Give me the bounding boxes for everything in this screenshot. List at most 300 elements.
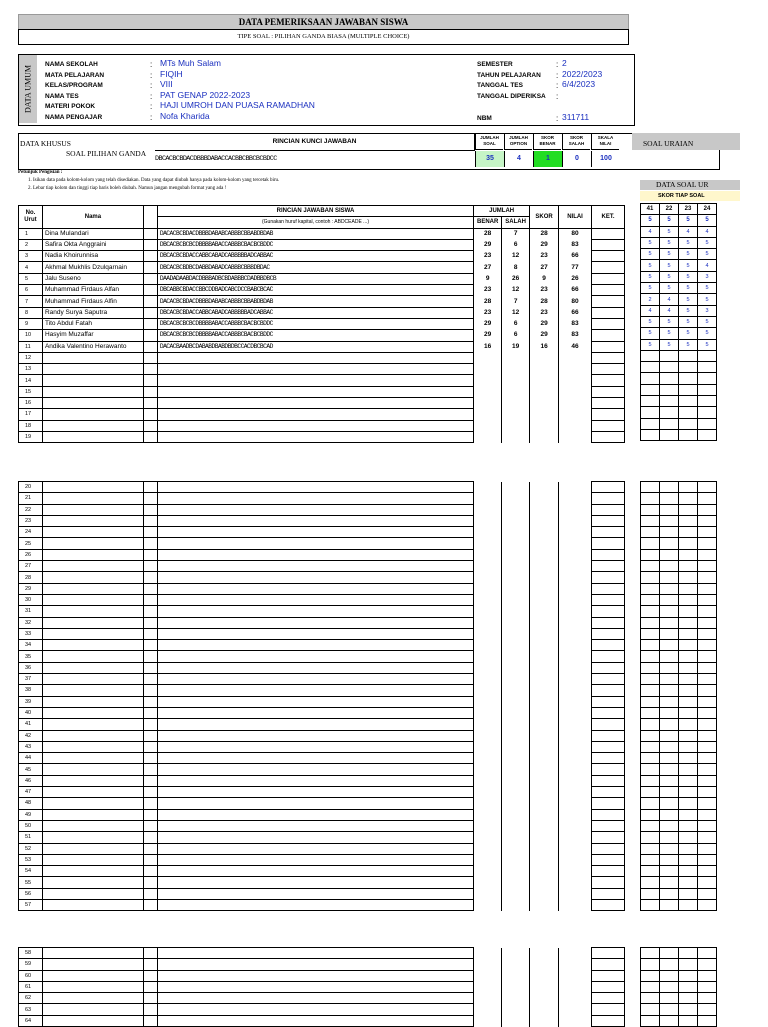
student-answers[interactable]: DBCACBCBCBCDBBBBABACCABBBCBACBCBDDC bbox=[157, 318, 473, 329]
note[interactable] bbox=[592, 741, 625, 752]
student-answers[interactable] bbox=[157, 854, 473, 865]
essay-score-cell[interactable] bbox=[660, 396, 679, 407]
essay-score-cell[interactable] bbox=[641, 707, 660, 718]
note[interactable] bbox=[592, 854, 625, 865]
essay-score-cell[interactable]: 5 bbox=[641, 316, 660, 327]
essay-score-cell[interactable] bbox=[660, 384, 679, 395]
essay-score-cell[interactable] bbox=[698, 561, 717, 572]
student-name[interactable] bbox=[42, 993, 143, 1004]
essay-score-cell[interactable]: 5 bbox=[660, 226, 679, 237]
student-name[interactable] bbox=[42, 549, 143, 560]
essay-score-cell[interactable] bbox=[698, 674, 717, 685]
essay-score-cell[interactable] bbox=[660, 527, 679, 538]
essay-score-cell[interactable] bbox=[641, 493, 660, 504]
note[interactable] bbox=[592, 318, 625, 329]
essay-score-cell[interactable]: 4 bbox=[679, 226, 698, 237]
general-field-value[interactable]: 2 bbox=[562, 58, 567, 68]
general-field-value[interactable]: 2022/2023 bbox=[562, 68, 603, 79]
note[interactable] bbox=[592, 970, 625, 981]
note[interactable] bbox=[592, 617, 625, 628]
essay-score-cell[interactable] bbox=[679, 775, 698, 786]
essay-score-cell[interactable] bbox=[698, 787, 717, 798]
essay-max-score[interactable]: 5 bbox=[660, 215, 679, 226]
note[interactable] bbox=[592, 273, 625, 284]
note[interactable] bbox=[592, 482, 625, 493]
essay-score-cell[interactable]: 5 bbox=[641, 260, 660, 271]
essay-score-cell[interactable] bbox=[679, 959, 698, 970]
essay-score-cell[interactable] bbox=[660, 662, 679, 673]
note[interactable] bbox=[592, 515, 625, 526]
note[interactable] bbox=[592, 594, 625, 605]
essay-score-cell[interactable] bbox=[679, 730, 698, 741]
essay-score-cell[interactable]: 5 bbox=[698, 283, 717, 294]
essay-score-cell[interactable] bbox=[679, 572, 698, 583]
essay-score-cell[interactable]: 4 bbox=[660, 294, 679, 305]
essay-score-cell[interactable] bbox=[698, 981, 717, 992]
essay-score-cell[interactable] bbox=[641, 854, 660, 865]
essay-score-cell[interactable]: 4 bbox=[698, 260, 717, 271]
essay-score-cell[interactable]: 5 bbox=[641, 237, 660, 248]
essay-score-cell[interactable] bbox=[698, 843, 717, 854]
student-name[interactable]: Jalu Suseno bbox=[42, 273, 143, 284]
essay-score-cell[interactable]: 5 bbox=[679, 260, 698, 271]
note[interactable] bbox=[592, 409, 625, 420]
student-name[interactable] bbox=[42, 685, 143, 696]
student-name[interactable] bbox=[42, 820, 143, 831]
essay-score-cell[interactable] bbox=[660, 606, 679, 617]
student-answers[interactable] bbox=[157, 753, 473, 764]
general-field-value[interactable]: VIII bbox=[160, 79, 173, 89]
essay-score-cell[interactable] bbox=[641, 606, 660, 617]
essay-score-cell[interactable] bbox=[679, 719, 698, 730]
student-name[interactable] bbox=[42, 707, 143, 718]
student-name[interactable] bbox=[42, 787, 143, 798]
essay-score-cell[interactable] bbox=[660, 753, 679, 764]
student-name[interactable] bbox=[42, 730, 143, 741]
essay-score-cell[interactable] bbox=[679, 362, 698, 373]
essay-score-cell[interactable] bbox=[679, 674, 698, 685]
essay-score-cell[interactable]: 5 bbox=[679, 328, 698, 339]
general-field-value[interactable]: Nofa Kharida bbox=[160, 110, 210, 121]
note[interactable] bbox=[592, 561, 625, 572]
note[interactable] bbox=[592, 352, 625, 363]
essay-score-cell[interactable] bbox=[698, 407, 717, 418]
essay-score-cell[interactable] bbox=[698, 877, 717, 888]
student-name[interactable] bbox=[42, 981, 143, 992]
essay-score-cell[interactable] bbox=[641, 719, 660, 730]
essay-score-cell[interactable] bbox=[660, 832, 679, 843]
essay-score-cell[interactable] bbox=[641, 970, 660, 981]
essay-score-cell[interactable] bbox=[641, 866, 660, 877]
student-name[interactable] bbox=[42, 606, 143, 617]
note[interactable] bbox=[592, 888, 625, 899]
essay-score-cell[interactable]: 5 bbox=[660, 328, 679, 339]
essay-score-cell[interactable] bbox=[698, 775, 717, 786]
note[interactable] bbox=[592, 549, 625, 560]
essay-score-cell[interactable] bbox=[698, 504, 717, 515]
essay-score-cell[interactable] bbox=[660, 1004, 679, 1015]
essay-score-cell[interactable] bbox=[641, 993, 660, 1004]
student-name[interactable] bbox=[42, 628, 143, 639]
essay-score-cell[interactable] bbox=[698, 429, 717, 440]
essay-score-cell[interactable] bbox=[679, 888, 698, 899]
student-answers[interactable] bbox=[157, 959, 473, 970]
student-answers[interactable] bbox=[157, 866, 473, 877]
student-name[interactable] bbox=[42, 877, 143, 888]
essay-score-cell[interactable] bbox=[641, 843, 660, 854]
essay-score-cell[interactable] bbox=[641, 696, 660, 707]
essay-score-cell[interactable] bbox=[679, 640, 698, 651]
essay-score-cell[interactable] bbox=[698, 959, 717, 970]
student-name[interactable] bbox=[42, 899, 143, 910]
essay-score-cell[interactable] bbox=[679, 538, 698, 549]
student-answers[interactable]: DBCACBCBCBCDBBBBABACCABBBCBACBCBDDC bbox=[157, 330, 473, 341]
essay-score-cell[interactable] bbox=[679, 594, 698, 605]
student-answers[interactable] bbox=[157, 775, 473, 786]
essay-score-cell[interactable] bbox=[679, 482, 698, 493]
essay-score-cell[interactable] bbox=[660, 888, 679, 899]
essay-score-cell[interactable] bbox=[660, 549, 679, 560]
student-name[interactable] bbox=[42, 364, 143, 375]
general-field-value[interactable]: 311711 bbox=[562, 112, 590, 122]
note[interactable] bbox=[592, 948, 625, 959]
student-answers[interactable] bbox=[157, 504, 473, 515]
essay-score-cell[interactable] bbox=[679, 866, 698, 877]
student-name[interactable] bbox=[42, 854, 143, 865]
note[interactable] bbox=[592, 606, 625, 617]
student-name[interactable] bbox=[42, 970, 143, 981]
essay-score-cell[interactable] bbox=[698, 854, 717, 865]
essay-score-cell[interactable]: 3 bbox=[698, 305, 717, 316]
essay-score-cell[interactable] bbox=[641, 515, 660, 526]
essay-score-cell[interactable] bbox=[679, 583, 698, 594]
essay-score-cell[interactable] bbox=[698, 798, 717, 809]
student-name[interactable]: Nadia Khoirunnisa bbox=[42, 251, 143, 262]
essay-score-cell[interactable] bbox=[641, 482, 660, 493]
student-answers[interactable] bbox=[157, 888, 473, 899]
note[interactable] bbox=[592, 1004, 625, 1015]
essay-score-cell[interactable] bbox=[660, 515, 679, 526]
essay-score-cell[interactable] bbox=[698, 741, 717, 752]
student-answers[interactable] bbox=[157, 594, 473, 605]
essay-score-cell[interactable] bbox=[660, 798, 679, 809]
student-answers[interactable] bbox=[157, 572, 473, 583]
essay-score-cell[interactable] bbox=[679, 628, 698, 639]
student-name[interactable] bbox=[42, 386, 143, 397]
note[interactable] bbox=[592, 386, 625, 397]
essay-score-cell[interactable] bbox=[679, 606, 698, 617]
student-name[interactable] bbox=[42, 375, 143, 386]
essay-score-cell[interactable] bbox=[679, 1015, 698, 1026]
note[interactable] bbox=[592, 583, 625, 594]
student-answers[interactable] bbox=[157, 741, 473, 752]
essay-score-cell[interactable] bbox=[660, 877, 679, 888]
essay-score-cell[interactable] bbox=[641, 572, 660, 583]
essay-score-cell[interactable] bbox=[679, 527, 698, 538]
essay-score-cell[interactable]: 2 bbox=[641, 294, 660, 305]
essay-score-cell[interactable] bbox=[698, 396, 717, 407]
essay-score-cell[interactable] bbox=[641, 764, 660, 775]
essay-score-cell[interactable] bbox=[641, 429, 660, 440]
student-name[interactable] bbox=[42, 888, 143, 899]
essay-score-cell[interactable] bbox=[641, 662, 660, 673]
essay-score-cell[interactable] bbox=[660, 764, 679, 775]
essay-score-cell[interactable] bbox=[641, 504, 660, 515]
student-answers[interactable] bbox=[157, 431, 473, 442]
essay-score-cell[interactable] bbox=[641, 549, 660, 560]
student-answers[interactable] bbox=[157, 843, 473, 854]
essay-score-cell[interactable] bbox=[698, 753, 717, 764]
key-stat-value[interactable]: 4 bbox=[504, 151, 533, 167]
essay-score-cell[interactable]: 5 bbox=[679, 305, 698, 316]
essay-score-cell[interactable]: 5 bbox=[698, 316, 717, 327]
essay-score-cell[interactable] bbox=[679, 707, 698, 718]
student-answers[interactable] bbox=[157, 707, 473, 718]
note[interactable] bbox=[592, 431, 625, 442]
essay-score-cell[interactable] bbox=[641, 561, 660, 572]
essay-score-cell[interactable] bbox=[679, 696, 698, 707]
note[interactable] bbox=[592, 527, 625, 538]
general-field-value[interactable]: PAT GENAP 2022-2023 bbox=[160, 89, 251, 100]
essay-score-cell[interactable] bbox=[679, 798, 698, 809]
student-answers[interactable]: DACACBCBDACDBBBDABABCABBBCBBABDBDAB bbox=[157, 228, 473, 239]
essay-score-cell[interactable] bbox=[660, 617, 679, 628]
essay-score-cell[interactable] bbox=[679, 504, 698, 515]
student-name[interactable] bbox=[42, 409, 143, 420]
note[interactable] bbox=[592, 798, 625, 809]
student-name[interactable] bbox=[42, 352, 143, 363]
essay-score-cell[interactable] bbox=[698, 820, 717, 831]
student-name[interactable] bbox=[42, 431, 143, 442]
student-answers[interactable] bbox=[157, 730, 473, 741]
essay-score-cell[interactable]: 5 bbox=[641, 339, 660, 350]
note[interactable] bbox=[592, 493, 625, 504]
note[interactable] bbox=[592, 832, 625, 843]
essay-score-cell[interactable]: 5 bbox=[679, 339, 698, 350]
note[interactable] bbox=[592, 296, 625, 307]
essay-score-cell[interactable] bbox=[679, 993, 698, 1004]
note[interactable] bbox=[592, 307, 625, 318]
essay-score-cell[interactable] bbox=[641, 685, 660, 696]
essay-score-cell[interactable] bbox=[698, 373, 717, 384]
essay-score-cell[interactable] bbox=[698, 685, 717, 696]
note[interactable] bbox=[592, 764, 625, 775]
essay-score-cell[interactable]: 5 bbox=[679, 283, 698, 294]
essay-score-cell[interactable] bbox=[698, 617, 717, 628]
essay-score-cell[interactable]: 5 bbox=[660, 271, 679, 282]
essay-score-cell[interactable] bbox=[660, 640, 679, 651]
essay-score-cell[interactable] bbox=[698, 549, 717, 560]
essay-score-cell[interactable] bbox=[660, 572, 679, 583]
essay-score-cell[interactable]: 5 bbox=[660, 260, 679, 271]
essay-score-cell[interactable] bbox=[641, 1004, 660, 1015]
essay-score-cell[interactable] bbox=[660, 843, 679, 854]
essay-score-cell[interactable] bbox=[641, 832, 660, 843]
essay-score-cell[interactable] bbox=[679, 820, 698, 831]
essay-score-cell[interactable]: 5 bbox=[660, 339, 679, 350]
essay-score-cell[interactable] bbox=[698, 538, 717, 549]
essay-score-cell[interactable]: 4 bbox=[641, 305, 660, 316]
essay-score-cell[interactable] bbox=[660, 809, 679, 820]
essay-score-cell[interactable]: 5 bbox=[641, 283, 660, 294]
essay-max-score[interactable]: 5 bbox=[698, 215, 717, 226]
essay-score-cell[interactable] bbox=[641, 981, 660, 992]
student-answers[interactable] bbox=[157, 993, 473, 1004]
essay-score-cell[interactable] bbox=[641, 407, 660, 418]
note[interactable] bbox=[592, 398, 625, 409]
student-answers[interactable] bbox=[157, 606, 473, 617]
essay-score-cell[interactable] bbox=[660, 651, 679, 662]
essay-score-cell[interactable]: 5 bbox=[698, 328, 717, 339]
general-field-value[interactable]: MTs Muh Salam bbox=[160, 58, 221, 68]
essay-score-cell[interactable] bbox=[698, 809, 717, 820]
essay-score-cell[interactable] bbox=[660, 741, 679, 752]
student-answers[interactable] bbox=[157, 375, 473, 386]
note[interactable] bbox=[592, 262, 625, 273]
essay-score-cell[interactable]: 5 bbox=[698, 294, 717, 305]
student-name[interactable] bbox=[42, 959, 143, 970]
student-answers[interactable] bbox=[157, 561, 473, 572]
essay-score-cell[interactable] bbox=[679, 981, 698, 992]
essay-score-cell[interactable] bbox=[679, 384, 698, 395]
student-name[interactable] bbox=[42, 420, 143, 431]
essay-score-cell[interactable] bbox=[679, 787, 698, 798]
essay-score-cell[interactable]: 5 bbox=[660, 316, 679, 327]
note[interactable] bbox=[592, 959, 625, 970]
note[interactable] bbox=[592, 375, 625, 386]
student-answers[interactable] bbox=[157, 662, 473, 673]
essay-score-cell[interactable] bbox=[641, 527, 660, 538]
essay-score-cell[interactable] bbox=[641, 753, 660, 764]
student-answers[interactable] bbox=[157, 1004, 473, 1015]
essay-score-cell[interactable] bbox=[660, 493, 679, 504]
essay-score-cell[interactable] bbox=[698, 527, 717, 538]
student-name[interactable] bbox=[42, 640, 143, 651]
essay-score-cell[interactable] bbox=[679, 877, 698, 888]
essay-score-cell[interactable] bbox=[641, 948, 660, 959]
essay-score-cell[interactable] bbox=[698, 350, 717, 361]
student-name[interactable] bbox=[42, 651, 143, 662]
essay-score-cell[interactable] bbox=[660, 373, 679, 384]
essay-score-cell[interactable] bbox=[679, 843, 698, 854]
student-answers[interactable] bbox=[157, 685, 473, 696]
essay-score-cell[interactable] bbox=[698, 651, 717, 662]
essay-score-cell[interactable] bbox=[698, 515, 717, 526]
essay-score-cell[interactable]: 5 bbox=[698, 339, 717, 350]
essay-score-cell[interactable] bbox=[698, 730, 717, 741]
essay-score-cell[interactable] bbox=[679, 1004, 698, 1015]
essay-score-cell[interactable] bbox=[660, 899, 679, 910]
student-answers[interactable] bbox=[157, 482, 473, 493]
student-answers[interactable] bbox=[157, 398, 473, 409]
note[interactable] bbox=[592, 877, 625, 888]
essay-score-cell[interactable] bbox=[679, 561, 698, 572]
essay-score-cell[interactable] bbox=[660, 1015, 679, 1026]
note[interactable] bbox=[592, 730, 625, 741]
essay-score-cell[interactable] bbox=[679, 685, 698, 696]
essay-score-cell[interactable] bbox=[641, 730, 660, 741]
essay-score-cell[interactable]: 5 bbox=[641, 249, 660, 260]
essay-score-cell[interactable] bbox=[679, 617, 698, 628]
student-answers[interactable] bbox=[157, 493, 473, 504]
key-stat-value[interactable]: 100 bbox=[591, 151, 620, 167]
essay-score-cell[interactable] bbox=[698, 418, 717, 429]
key-stat-value[interactable]: 35 bbox=[475, 151, 504, 167]
essay-score-cell[interactable] bbox=[641, 350, 660, 361]
essay-score-cell[interactable] bbox=[698, 832, 717, 843]
note[interactable] bbox=[592, 285, 625, 296]
essay-score-cell[interactable] bbox=[660, 561, 679, 572]
student-name[interactable] bbox=[42, 1015, 143, 1026]
essay-score-cell[interactable] bbox=[698, 662, 717, 673]
essay-score-cell[interactable]: 5 bbox=[679, 271, 698, 282]
note[interactable] bbox=[592, 843, 625, 854]
essay-max-score[interactable]: 5 bbox=[641, 215, 660, 226]
student-answers[interactable] bbox=[157, 549, 473, 560]
essay-score-cell[interactable]: 5 bbox=[660, 249, 679, 260]
student-answers[interactable] bbox=[157, 948, 473, 959]
note[interactable] bbox=[592, 674, 625, 685]
note[interactable] bbox=[592, 572, 625, 583]
note[interactable] bbox=[592, 662, 625, 673]
essay-score-cell[interactable] bbox=[679, 429, 698, 440]
student-name[interactable]: Andika Valentino Herawanto bbox=[42, 341, 143, 352]
student-name[interactable] bbox=[42, 843, 143, 854]
student-answers[interactable] bbox=[157, 583, 473, 594]
essay-score-cell[interactable] bbox=[698, 362, 717, 373]
essay-score-cell[interactable] bbox=[698, 970, 717, 981]
student-name[interactable] bbox=[42, 764, 143, 775]
student-name[interactable] bbox=[42, 775, 143, 786]
essay-score-cell[interactable] bbox=[698, 993, 717, 1004]
essay-score-cell[interactable] bbox=[660, 719, 679, 730]
essay-score-cell[interactable] bbox=[660, 583, 679, 594]
note[interactable] bbox=[592, 239, 625, 250]
student-name[interactable] bbox=[42, 583, 143, 594]
essay-score-cell[interactable]: 5 bbox=[660, 283, 679, 294]
student-answers[interactable] bbox=[157, 787, 473, 798]
student-answers[interactable] bbox=[157, 364, 473, 375]
essay-score-cell[interactable] bbox=[698, 866, 717, 877]
student-answers[interactable]: DACACBCBDACDBBBDABABCABBBCBBABDBDAB bbox=[157, 296, 473, 307]
student-name[interactable]: Muhammad Firdaus Alfin bbox=[42, 296, 143, 307]
student-answers[interactable] bbox=[157, 352, 473, 363]
answer-key-value[interactable]: DBCACBCBDACDBBBDABACCACBBCBBCBCBDCC bbox=[155, 155, 277, 163]
note[interactable] bbox=[592, 866, 625, 877]
essay-score-cell[interactable] bbox=[660, 594, 679, 605]
note[interactable] bbox=[592, 420, 625, 431]
essay-score-cell[interactable]: 4 bbox=[641, 226, 660, 237]
essay-score-cell[interactable] bbox=[641, 418, 660, 429]
student-answers[interactable] bbox=[157, 515, 473, 526]
note[interactable] bbox=[592, 228, 625, 239]
note[interactable] bbox=[592, 538, 625, 549]
essay-score-cell[interactable] bbox=[679, 662, 698, 673]
essay-score-cell[interactable] bbox=[698, 384, 717, 395]
essay-score-cell[interactable] bbox=[698, 696, 717, 707]
essay-score-cell[interactable] bbox=[679, 832, 698, 843]
essay-score-cell[interactable] bbox=[660, 854, 679, 865]
student-answers[interactable] bbox=[157, 538, 473, 549]
essay-score-cell[interactable] bbox=[679, 970, 698, 981]
student-name[interactable] bbox=[42, 515, 143, 526]
student-answers[interactable] bbox=[157, 798, 473, 809]
essay-score-cell[interactable] bbox=[679, 651, 698, 662]
essay-score-cell[interactable] bbox=[641, 384, 660, 395]
essay-score-cell[interactable] bbox=[679, 418, 698, 429]
note[interactable] bbox=[592, 993, 625, 1004]
essay-score-cell[interactable] bbox=[698, 493, 717, 504]
